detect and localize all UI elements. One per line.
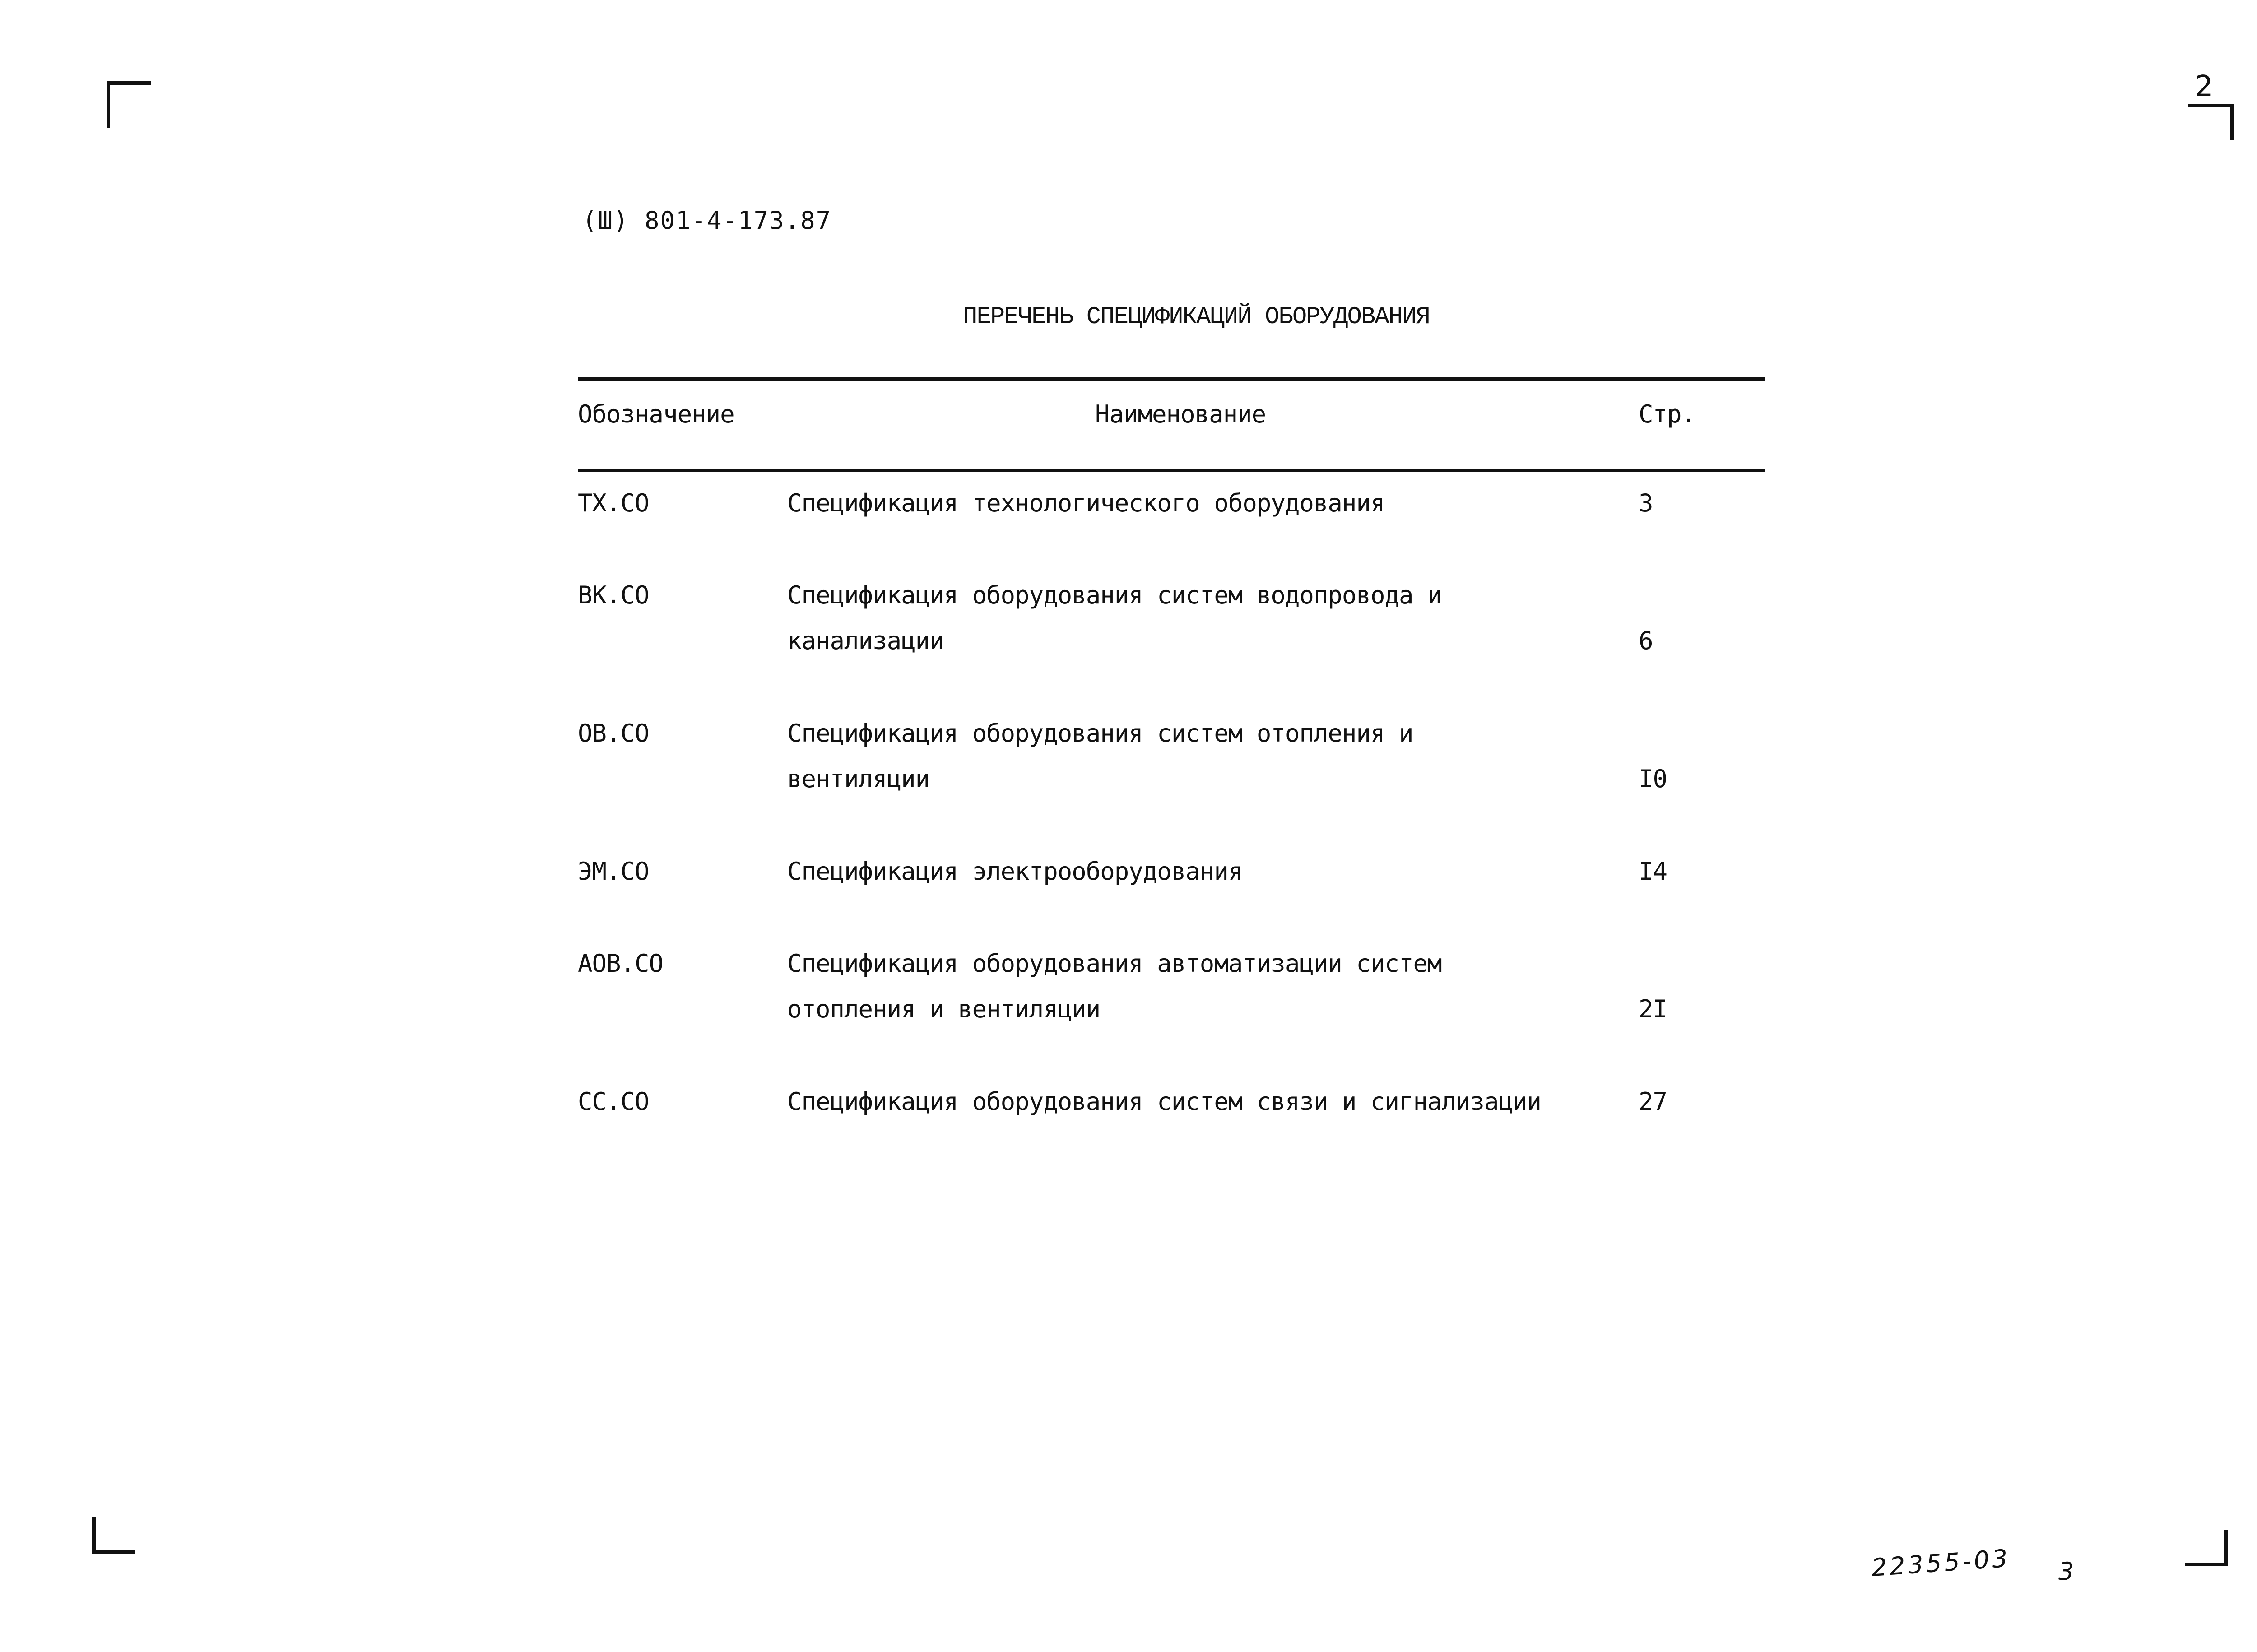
row-name-line1: Спецификация оборудования систем отопления и	[787, 719, 1413, 747]
row-code: ВК.СО	[578, 581, 649, 609]
table-top-rule	[578, 377, 1765, 381]
row-page: I4	[1639, 857, 1667, 886]
header-code: Обозначение	[578, 400, 734, 428]
archive-page-number: 3	[2058, 1557, 2074, 1586]
row-name-line2: канализации	[787, 626, 944, 655]
row-name-line2: отопления и вентиляции	[787, 995, 1101, 1023]
archive-code: 22355-03	[1870, 1544, 2011, 1582]
crop-mark-bottom-right	[2185, 1530, 2228, 1566]
row-name-line1: Спецификация оборудования систем связи и сигнализации	[787, 1087, 1542, 1116]
row-code: ОВ.СО	[578, 719, 649, 747]
row-name-line1: Спецификация оборудования автоматизации систем	[787, 949, 1442, 978]
row-page: I0	[1639, 765, 1667, 793]
row-page: 6	[1639, 626, 1653, 655]
header-name: Наименование	[1095, 400, 1266, 428]
row-name	[787, 721, 1413, 791]
row-name-line1: Спецификация оборудования систем водопровода и	[787, 581, 1442, 609]
row-name-line1: Спецификация технологического оборудования	[787, 489, 1385, 517]
row-page: 3	[1639, 489, 1653, 517]
row-code: ЭМ.СО	[578, 857, 649, 886]
crop-mark-top-left	[107, 81, 151, 128]
row-name	[787, 491, 1384, 515]
crop-mark-bottom-left	[92, 1517, 135, 1554]
specification-table	[578, 377, 1765, 1149]
header-page: Стр.	[1639, 400, 1696, 428]
row-code: АОВ.СО	[578, 949, 664, 978]
row-name	[787, 583, 1442, 653]
table-header	[578, 381, 1765, 469]
row-page: 2I	[1639, 995, 1667, 1023]
table-header-rule	[578, 469, 1765, 472]
table-body	[578, 472, 1765, 1149]
row-name	[787, 1087, 1542, 1116]
row-name-line1: Спецификация электрооборудования	[787, 857, 1243, 886]
row-code: СС.СО	[578, 1087, 649, 1116]
row-name	[787, 859, 1242, 884]
sheet-number: 2	[2195, 70, 2213, 103]
row-page: 27	[1639, 1087, 1667, 1116]
row-name-line2: вентиляции	[787, 765, 930, 793]
page-title: ПЕРЕЧЕНЬ СПЕЦИФИКАЦИЙ ОБОРУДОВАНИЯ	[963, 303, 1430, 331]
crop-mark-top-right	[2188, 104, 2234, 140]
document-code: (Ш) 801-4-173.87	[582, 206, 832, 235]
row-name	[787, 951, 1442, 1021]
row-code: ТХ.СО	[578, 489, 649, 517]
